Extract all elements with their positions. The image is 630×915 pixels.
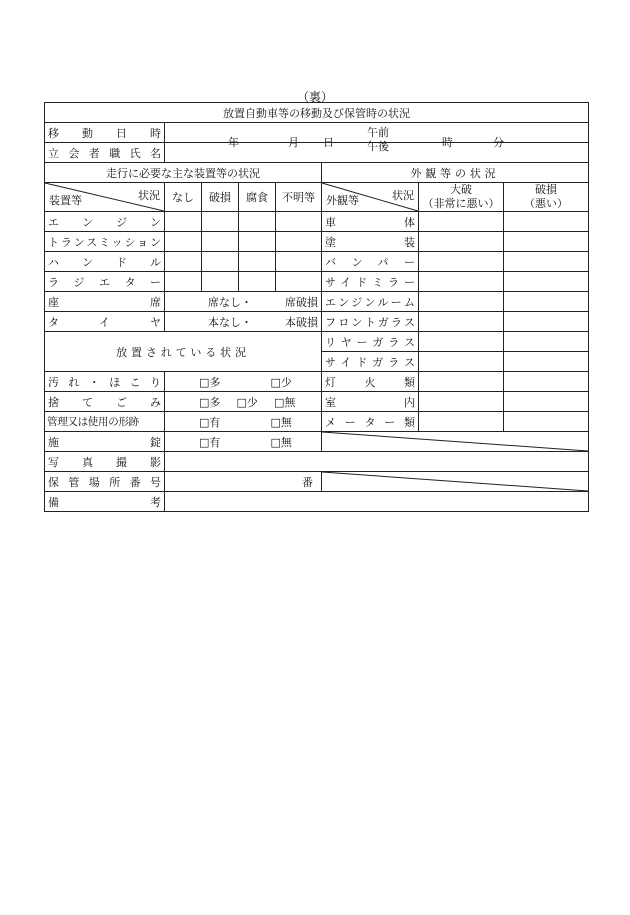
abandoned-usage-trace: 管理又は使用の形跡 (45, 412, 165, 432)
col-heavily-damaged-note: （非常に悪い） (422, 197, 500, 210)
cell[interactable] (504, 212, 589, 232)
cell[interactable] (419, 372, 504, 392)
remarks-field[interactable] (165, 492, 589, 512)
device-steering: ハンドル (45, 252, 165, 272)
dirt-field[interactable] (165, 372, 322, 392)
col-none: なし (165, 183, 202, 212)
right-section-title: 外観等の状況 (322, 163, 589, 183)
storage-unused-diagonal (322, 472, 589, 492)
cell[interactable] (239, 272, 276, 292)
witness-label: 立会者職氏名 (45, 143, 165, 163)
trash-much-checkbox[interactable]: □多 (199, 395, 221, 409)
status-header-label: 状況 (138, 189, 160, 202)
cell[interactable] (202, 232, 239, 252)
cell[interactable] (239, 212, 276, 232)
cell[interactable] (504, 232, 589, 252)
cell[interactable] (276, 212, 322, 232)
cell[interactable] (504, 352, 589, 372)
appearance-body: 車体 (322, 212, 419, 232)
device-engine: エンジン (45, 212, 165, 232)
cell[interactable] (419, 332, 504, 352)
tire-field[interactable] (165, 312, 322, 332)
appearance-header-diagonal (322, 183, 419, 212)
trash-little-checkbox[interactable]: □少 (236, 395, 258, 409)
cell[interactable] (419, 312, 504, 332)
abandoned-title: 放置されている状況 (45, 332, 322, 372)
cell[interactable] (239, 252, 276, 272)
vehicle-status-form (44, 102, 589, 512)
abandoned-trash: 捨てごみ (45, 392, 165, 412)
page-side-label: （裏） (296, 90, 333, 104)
seat-damaged-label: 席破損 (285, 295, 318, 309)
col-heavily-damaged-label: 大破 (450, 183, 472, 196)
lock-field[interactable] (165, 432, 322, 452)
col-broken-label: 破損 (535, 183, 557, 196)
cell[interactable] (504, 272, 589, 292)
cell[interactable] (419, 272, 504, 292)
device-transmission: トランスミッション (45, 232, 165, 252)
cell[interactable] (202, 252, 239, 272)
appearance-header-label: 外観等 (326, 194, 359, 207)
appearance-side-mirror: サイドミラー (322, 272, 419, 292)
col-broken (504, 183, 589, 212)
device-header-label: 装置等 (49, 194, 82, 207)
col-corroded: 腐食 (239, 183, 276, 212)
appearance-status-label: 状況 (392, 189, 414, 202)
appearance-lights: 灯火類 (322, 372, 419, 392)
cell[interactable] (504, 292, 589, 312)
cell[interactable] (504, 332, 589, 352)
appearance-meters: メーター類 (322, 412, 419, 432)
cell[interactable] (165, 272, 202, 292)
col-heavily-damaged (419, 183, 504, 212)
col-unknown: 不明等 (276, 183, 322, 212)
cell[interactable] (504, 252, 589, 272)
unused-cell-diagonal (322, 432, 589, 452)
lock-no-checkbox[interactable]: □無 (270, 435, 292, 449)
trash-field[interactable] (165, 392, 322, 412)
photo-label: 写真撮影 (45, 452, 165, 472)
remarks-label: 備考 (45, 492, 165, 512)
cell[interactable] (202, 212, 239, 232)
usage-no-checkbox[interactable]: □無 (270, 415, 292, 429)
col-damaged: 破損 (202, 183, 239, 212)
move-date-field[interactable] (165, 123, 589, 153)
trash-none-checkbox[interactable]: □無 (274, 395, 296, 409)
usage-field[interactable] (165, 412, 322, 432)
abandoned-dirt: 汚れ・ほこり (45, 372, 165, 392)
cell[interactable] (419, 292, 504, 312)
cell[interactable] (504, 412, 589, 432)
seat-field[interactable] (165, 292, 322, 312)
cell[interactable] (504, 372, 589, 392)
usage-yes-checkbox[interactable]: □有 (199, 415, 221, 429)
lock-yes-checkbox[interactable]: □有 (199, 435, 221, 449)
cell[interactable] (419, 352, 504, 372)
cell[interactable] (419, 412, 504, 432)
storage-number-unit: 番 (302, 475, 313, 489)
move-date-label: 移動日時 (45, 123, 165, 143)
cell[interactable] (165, 252, 202, 272)
cell[interactable] (419, 252, 504, 272)
cell[interactable] (419, 232, 504, 252)
cell[interactable] (165, 232, 202, 252)
cell[interactable] (419, 212, 504, 232)
device-seat: 座席 (45, 292, 165, 312)
storage-number-label: 保管場所番号 (45, 472, 165, 492)
cell[interactable] (276, 252, 322, 272)
photo-area[interactable] (165, 452, 589, 472)
cell[interactable] (276, 232, 322, 252)
device-tire: タイヤ (45, 312, 165, 332)
abandoned-lock: 施錠 (45, 432, 165, 452)
appearance-interior: 室内 (322, 392, 419, 412)
left-section-title: 走行に必要な主な装置等の状況 (45, 163, 322, 183)
cell[interactable] (239, 232, 276, 252)
hour-unit: 時 (442, 136, 453, 149)
cell[interactable] (504, 392, 589, 412)
appearance-paint: 塗装 (322, 232, 419, 252)
seat-none-label: 席なし・ (208, 295, 252, 309)
appearance-rear-glass: リヤーガラス (322, 332, 419, 352)
form-title: 放置自動車等の移動及び保管時の状況 (45, 103, 589, 123)
cell[interactable] (165, 212, 202, 232)
device-radiator: ラジエター (45, 272, 165, 292)
cell[interactable] (276, 272, 322, 292)
appearance-engine-room: エンジンルーム (322, 292, 419, 312)
cell[interactable] (202, 272, 239, 292)
appearance-side-glass: サイドガラス (322, 352, 419, 372)
month-unit: 月 (288, 136, 299, 149)
tire-none-label: 本なし・ (208, 315, 252, 329)
col-broken-note: （悪い） (524, 197, 568, 210)
day-unit: 日 (323, 136, 334, 149)
appearance-bumper: バンパー (322, 252, 419, 272)
dirt-little-checkbox[interactable]: □少 (270, 375, 292, 389)
appearance-windshield: フロントガラス (322, 312, 419, 332)
pm-label: 午後 (367, 140, 389, 153)
minute-unit: 分 (493, 136, 504, 149)
dirt-much-checkbox[interactable]: □多 (199, 375, 221, 389)
tire-damaged-label: 本破損 (285, 315, 318, 329)
device-header-diagonal (45, 183, 165, 212)
cell[interactable] (419, 392, 504, 412)
year-unit: 年 (228, 136, 239, 149)
cell[interactable] (504, 312, 589, 332)
am-label: 午前 (367, 126, 389, 139)
storage-number-field[interactable] (165, 472, 322, 492)
